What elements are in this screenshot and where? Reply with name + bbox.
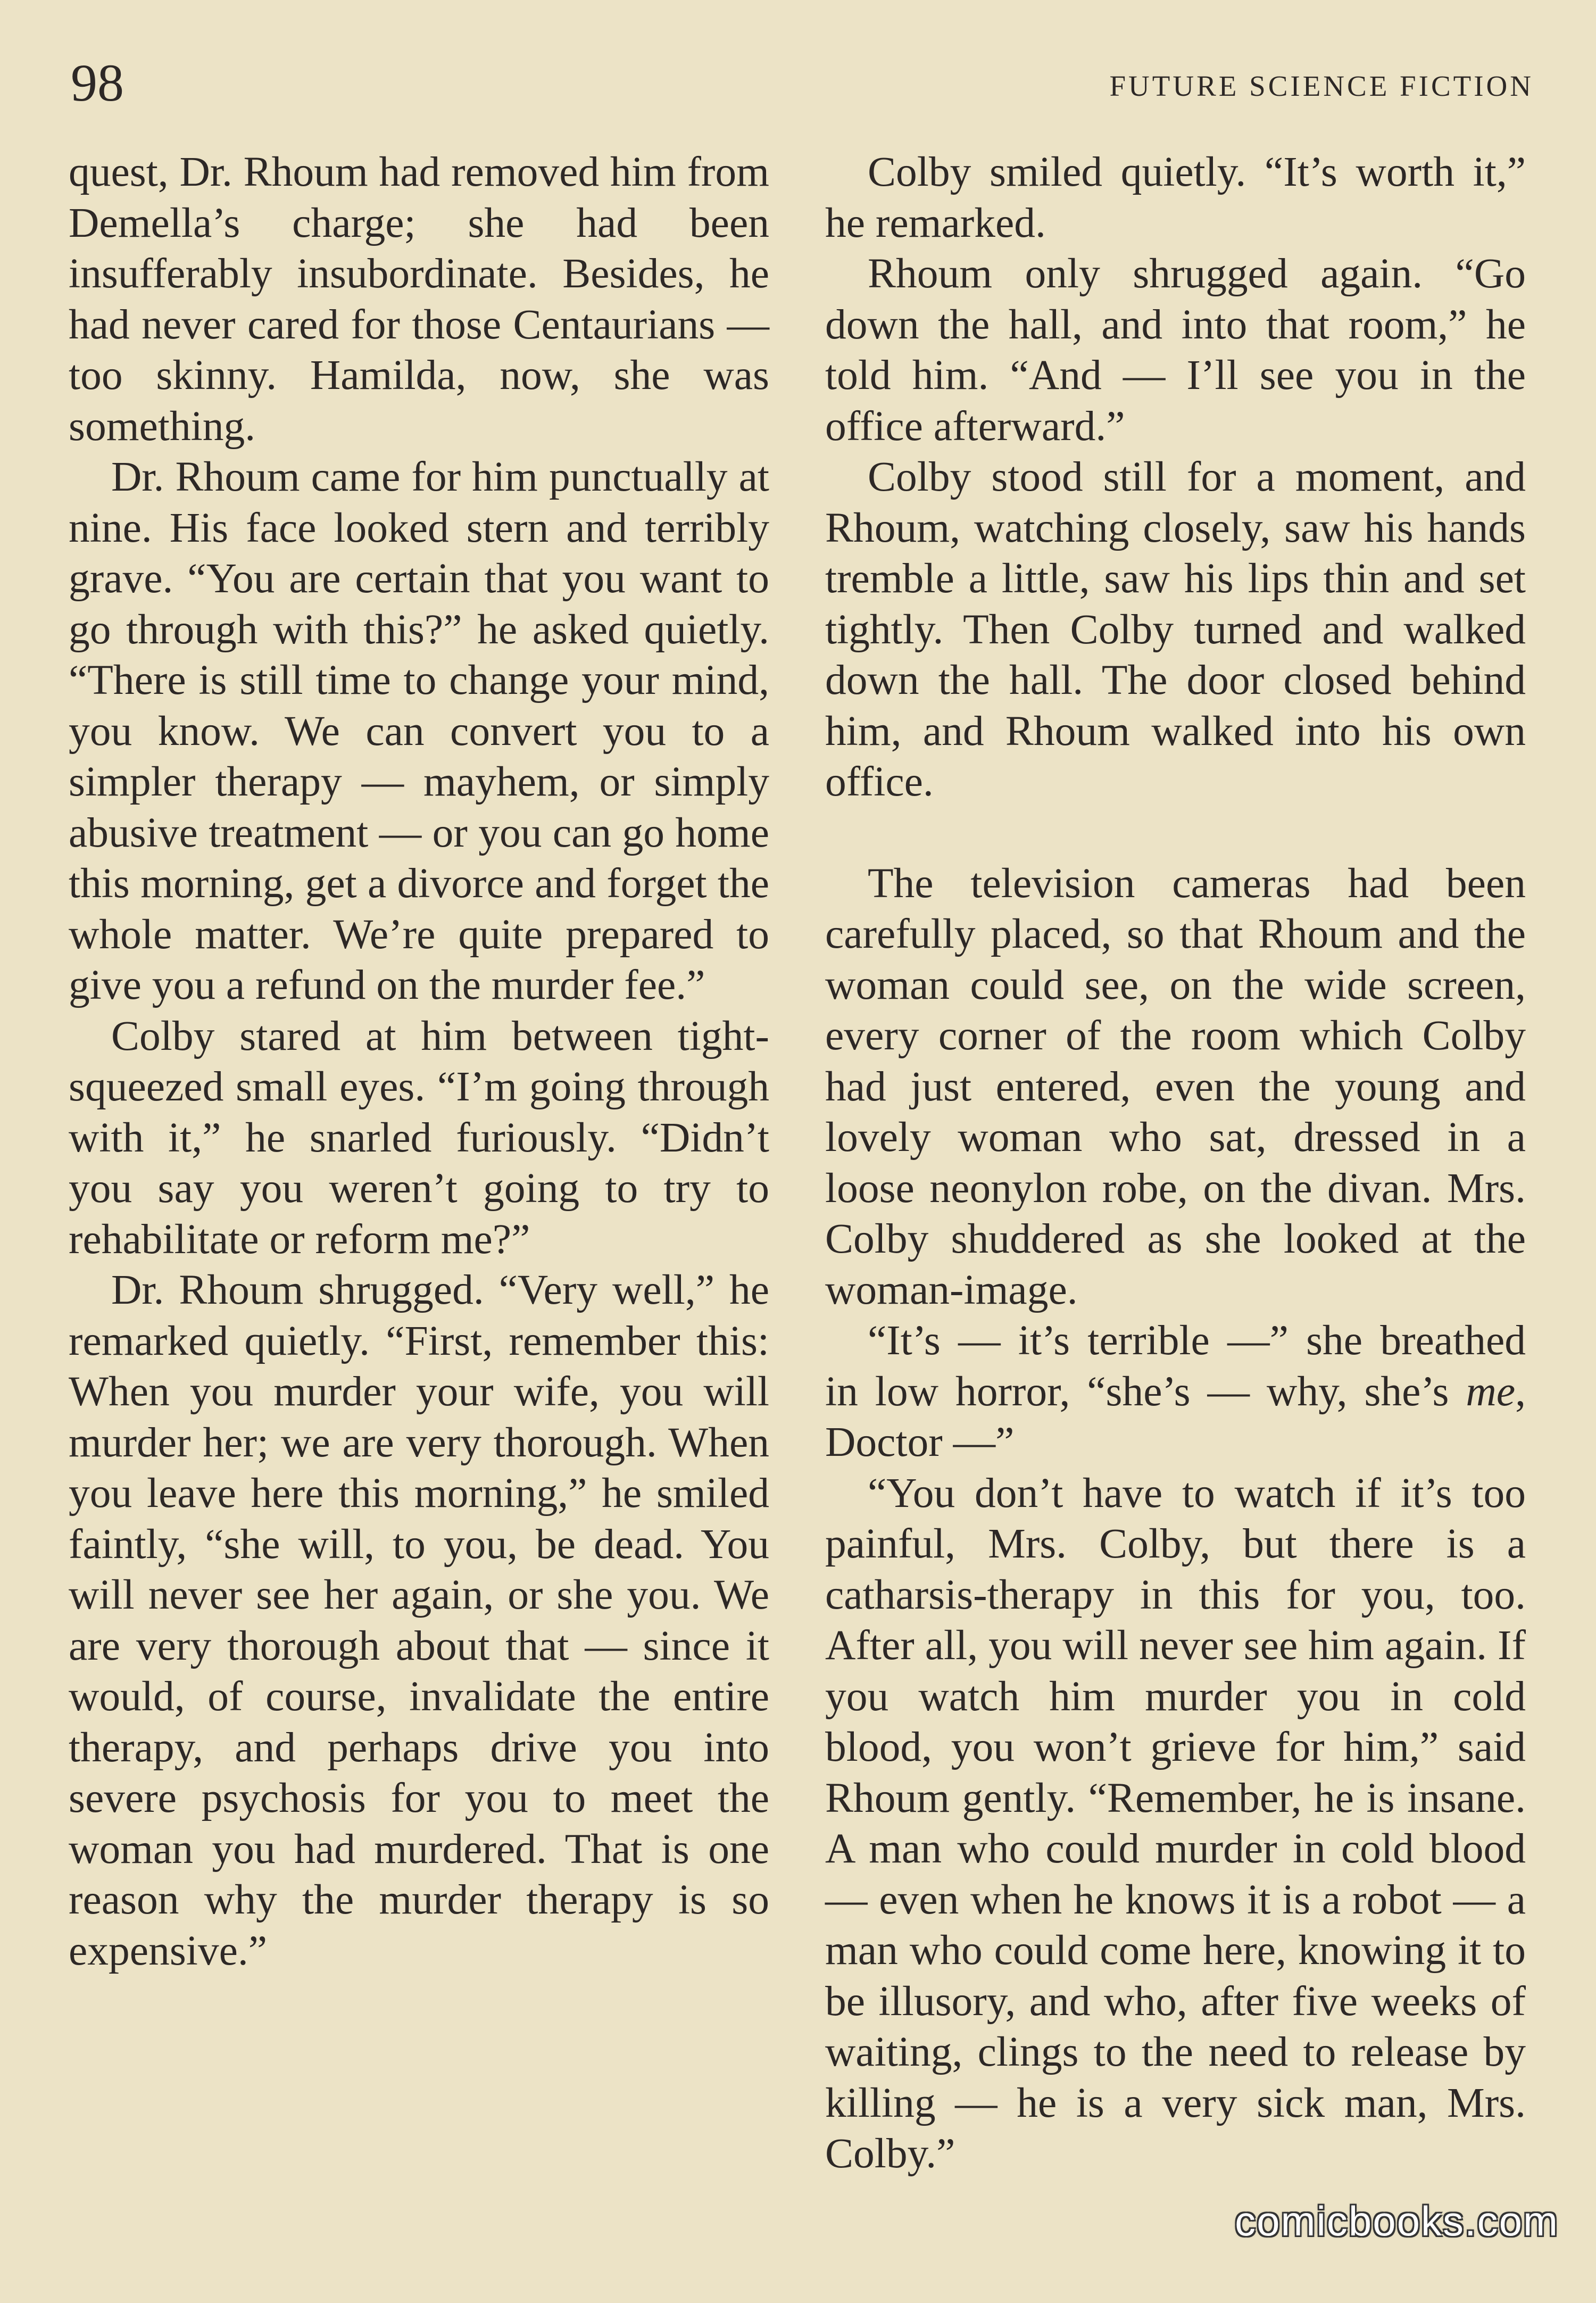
paragraph: “You don’t have to watch if it’s too painful, Mrs. Colby, but there is a catharsis-therapy in this for you, too. After all, you will never see him again. If you watch him murder you in cold blood, you won’t grieve for him,” said Rhoum gently. “Remember, he is insane. A man who could murder in cold blood — even when he knows it is a robot — a man who could come here, knowing it to be illusory, and who, after five weeks of waiting, clings to the need to release by killing — he is a very sick man, Mrs. Colby.” (825, 1469, 1526, 2177)
paragraph-text: , Doctor —” (825, 1368, 1526, 1465)
right-column (825, 147, 1526, 2243)
left-column (69, 147, 769, 2243)
paragraph: quest, Dr. Rhoum had removed him from Demella’s charge; she had been insufferably insubordinate. Besides, he had never cared for those Centaurians — too skinny. Hamilda, now, she was something. (69, 148, 769, 450)
paragraph: Dr. Rhoum came for him punctually at nine. His face looked stern and terribly grave. “You are certain that you want to go through with this?” he asked quietly. “There is still time to change your mind, you know. We can convert you to a simpler therapy — mayhem, or simply abusive treatment — or you can go home this morning, get a divorce and forget the whole matter. We’re quite prepared to give you a refund on the murder fee.” (69, 453, 769, 1008)
running-head: FUTURE SCIENCE FICTION (1109, 70, 1534, 102)
watermark-logo: comicbooks.com (1235, 2198, 1559, 2244)
paragraph: Colby stared at him between tight-squeezed small eyes. “I’m going through with it,” he snarled furiously. “Didn’t you say you weren’t going to try to rehabilitate or reform me?” (69, 1012, 769, 1263)
paragraph: The television cameras had been carefully placed, so that Rhoum and the woman could see, on the wide screen, every corner of the room which Colby had just entered, even the young and lovely woman who sat, dressed in a loose neonylon robe, on the divan. Mrs. Colby shuddered as she looked at the woman-image. (825, 859, 1526, 1313)
paragraph-text: “It’s — it’s terrible —” she breathed in low horror, “she’s — why, she’s (825, 1317, 1526, 1415)
paragraph (825, 1315, 1526, 1468)
paragraph: Colby stood still for a moment, and Rhoum, watching closely, saw his hands tremble a little, saw his lips thin and set tightly. Then Colby turned and walked down the hall. The door closed behind him, and Rhoum walked into his own office. (825, 453, 1526, 805)
paragraph: Rhoum only shrugged again. “Go down the hall, and into that room,” he told him. “And — I’ll see you in the office afterward.” (825, 250, 1526, 450)
paragraph: Colby smiled quietly. “It’s worth it,” he remarked. (825, 148, 1526, 246)
emphasis-text: me (1466, 1368, 1516, 1415)
page-number: 98 (71, 53, 124, 112)
paragraph: Dr. Rhoum shrugged. “Very well,” he remarked quietly. “First, remember this: When you murder your wife, you will murder her; we are very thorough. When you leave here this morning,” he smiled faintly, “she will, to you, be dead. You will never see her again, or she you. We are very thorough about that — since it would, of course, invalidate the entire therapy, and perhaps drive you into severe psychosis for you to meet the woman you had murdered. That is one reason why the murder therapy is so expensive.” (69, 1266, 769, 1974)
